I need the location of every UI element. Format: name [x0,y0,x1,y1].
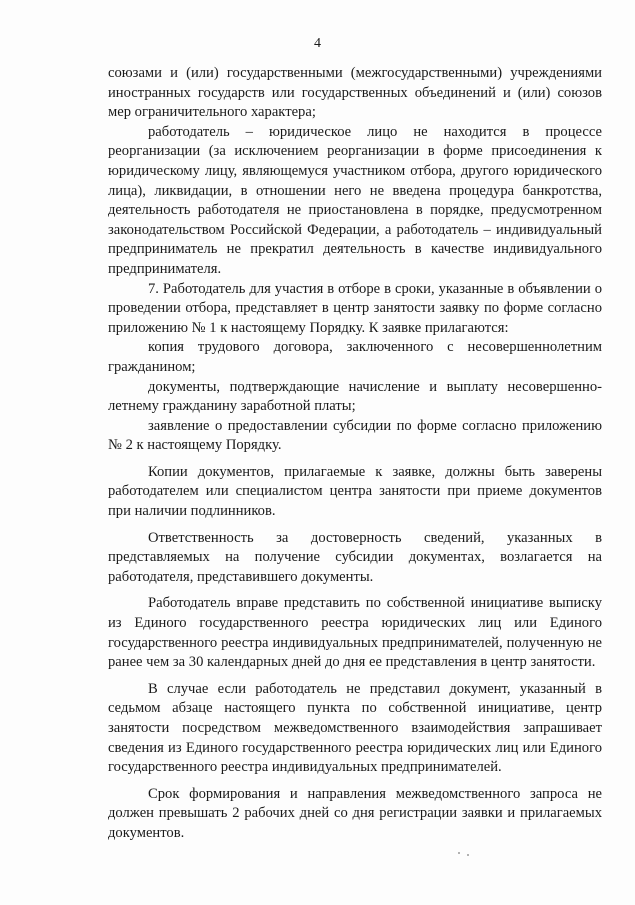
paragraph: Срок формирования и направления межведомственного запроса не должен превышать 2 рабочих дней со дня регистрации заявки и прилагаемых документов. [108,785,602,841]
paragraph: заявление о предоставлении субсидии по форме согласно приложению № 2 к настоящему Порядку. [108,417,602,454]
paragraph: Работодатель вправе представить по собственной инициативе выписку из Единого государственного реестра юридических лиц или Единого государственного реестра индивидуальных предпринимателей, полученную не ранее чем за 30 календарных дней до дня ее представления в центр занятости. [108,595,602,671]
paragraph: Копии документов, прилагаемые к заявке, должны быть заверены работодателем или специалистом центра занятости при приеме документов при наличии подлинников. [108,463,602,520]
paragraph: работодатель – юридическое лицо не находится в процессе реорганизации (за исключением реорганизации в форме присоединения к юридическому лицу, являющемуся участником отбора, другого юридического лица), ликвидации, в отношении него не введена процедура банкротства, деятельность работодателя не приостановлена в порядке, предусмотренном законодательством Российской Федерации, а работодатель – индивидуальный предприниматель не прекратил деятельность в качестве индивидуального предпринимателя. [108,123,602,277]
paragraph: Ответственность за достоверность сведений, указанных в представляемых на получение субсидии документах, возлагается на работодателя, представившего документы. [108,529,602,585]
paragraph: союзами и (или) государственными (межгосударственными) учреждениями иностранных государств или государственных объединений и (или) союзов мер ограничительного характера; [108,65,602,121]
paragraph: копия трудового договора, заключенного с несовершеннолетним гражданином; [108,339,602,375]
scan-speck [467,854,469,856]
scan-speck [458,852,460,854]
paragraph: В случае если работодатель не представил документ, указанный в седьмом абзаце настоящего пункта по собственной инициативе, центр занятости посредством межведомственного взаимодействия запрашивает сведения из Единого государственного реестра юридических лиц или Единого государственного реестра индивидуальных предпринимателей. [108,680,602,776]
document-body [108,64,602,844]
paragraph: документы, подтверждающие начисление и выплату несовершенно-летнему гражданину заработной платы; [108,378,602,415]
page-number: 4 [314,36,321,51]
paragraph: 7. Работодатель для участия в отборе в сроки, указанные в объявлении о проведении отбора, представляет в центр занятости заявку по форме согласно приложению № 1 к настоящему Порядку. К заявке прилагаются: [108,280,602,336]
